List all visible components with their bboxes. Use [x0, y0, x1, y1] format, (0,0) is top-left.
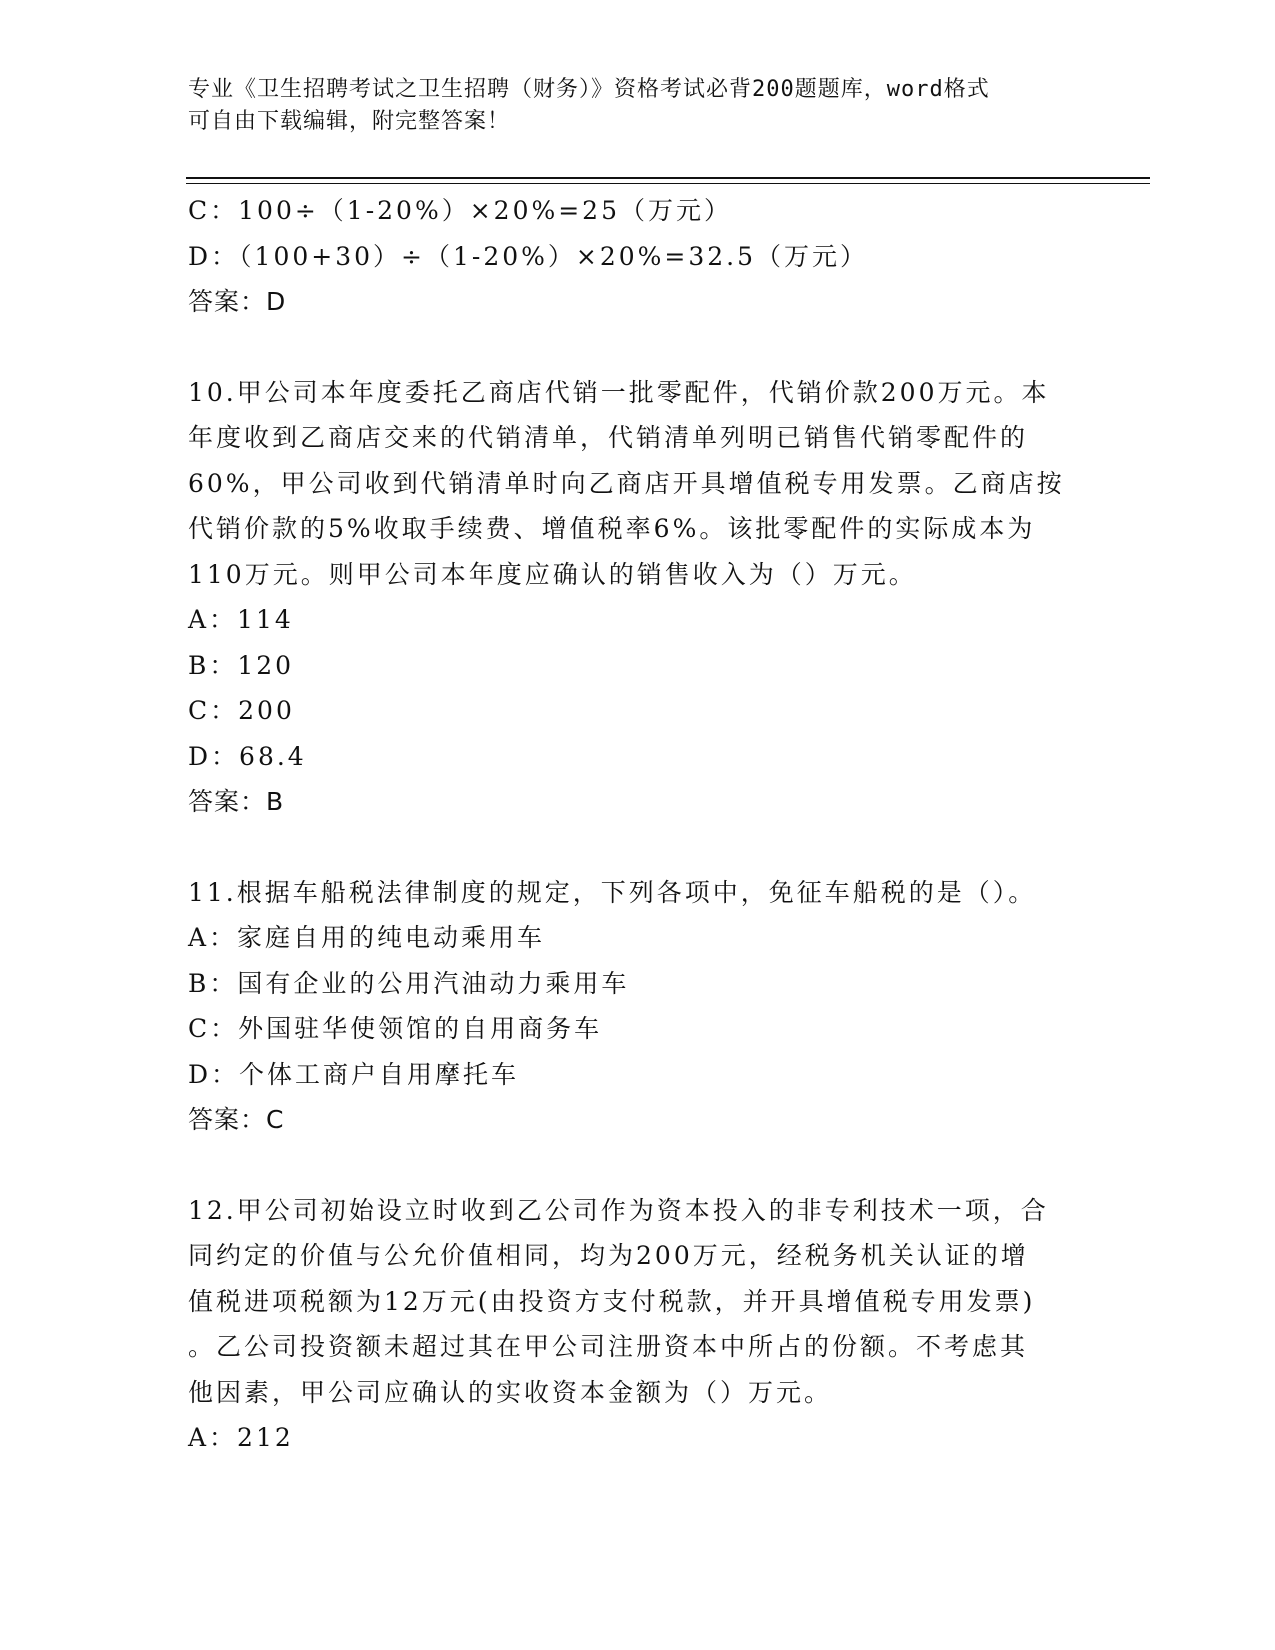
question-text-line: 代销价款的5%收取手续费、增值税率6%。该批零配件的实际成本为	[188, 514, 1036, 543]
spacer	[188, 325, 1088, 370]
option-c: C：100÷（1-20%）×20%=25（万元）	[188, 196, 732, 225]
question-11	[188, 870, 1088, 1143]
option-a: A：212	[188, 1423, 294, 1452]
answer: 答案：D	[188, 287, 287, 316]
question-list	[188, 188, 1088, 1461]
question-10	[188, 370, 1088, 825]
question-text-line: 10.甲公司本年度委托乙商店代销一批零配件，代销价款200万元。本	[188, 377, 1050, 407]
spacer	[188, 825, 1088, 870]
question-text-line: 12.甲公司初始设立时收到乙公司作为资本投入的非专利技术一项，合	[188, 1195, 1049, 1225]
option-d: D：68.4	[188, 741, 307, 771]
question-text-line: 110万元。则甲公司本年度应确认的销售收入为（）万元。	[188, 559, 917, 589]
header-divider-thin	[186, 183, 1150, 184]
option-a: A：家庭自用的纯电动乘用车	[188, 923, 546, 952]
answer: 答案：B	[188, 787, 285, 816]
question-text-line: 11.根据车船税法律制度的规定，下列各项中，免征车船税的是（）。	[188, 877, 1037, 907]
option-b: B：120	[188, 650, 295, 680]
header-divider-thick	[186, 177, 1150, 179]
question-text-line: 值税进项税额为12万元(由投资方支付税款，并开具增值税专用发票)	[188, 1286, 1036, 1316]
question-text-line: 同约定的价值与公允价值相同，均为200万元，经税务机关认证的增	[188, 1241, 1029, 1270]
option-c: C：外国驻华使领馆的自用商务车	[188, 1014, 603, 1043]
spacer	[188, 1143, 1088, 1188]
answer: 答案：C	[188, 1105, 285, 1134]
question-text-line: 年度收到乙商店交来的代销清单，代销清单列明已销售代销零配件的	[188, 423, 1029, 452]
option-a: A：114	[188, 605, 294, 634]
question-text-line: 60%，甲公司收到代销清单时向乙商店开具增值税专用发票。乙商店按	[188, 468, 1065, 498]
question-text-line: 他因素，甲公司应确认的实收资本金额为（）万元。	[188, 1377, 833, 1407]
question-text-line: 。乙公司投资额未超过其在甲公司注册资本中所占的份额。不考虑其	[188, 1332, 1029, 1361]
option-d: D：（100+30）÷（1-20%）×20%=32.5（万元）	[188, 241, 869, 271]
question-9	[188, 188, 1088, 325]
question-12	[188, 1188, 1088, 1461]
header-line-2: 可自由下载编辑，附完整答案！	[188, 109, 511, 134]
option-c: C：200	[188, 696, 295, 725]
header-line-1: 专业《卫生招聘考试之卫生招聘（财务）》资格考试必背200题题库，word格式	[188, 77, 990, 102]
document-header	[188, 74, 1088, 138]
option-d: D：个体工商户自用摩托车	[188, 1059, 520, 1089]
option-b: B：国有企业的公用汽油动力乘用车	[188, 968, 630, 998]
